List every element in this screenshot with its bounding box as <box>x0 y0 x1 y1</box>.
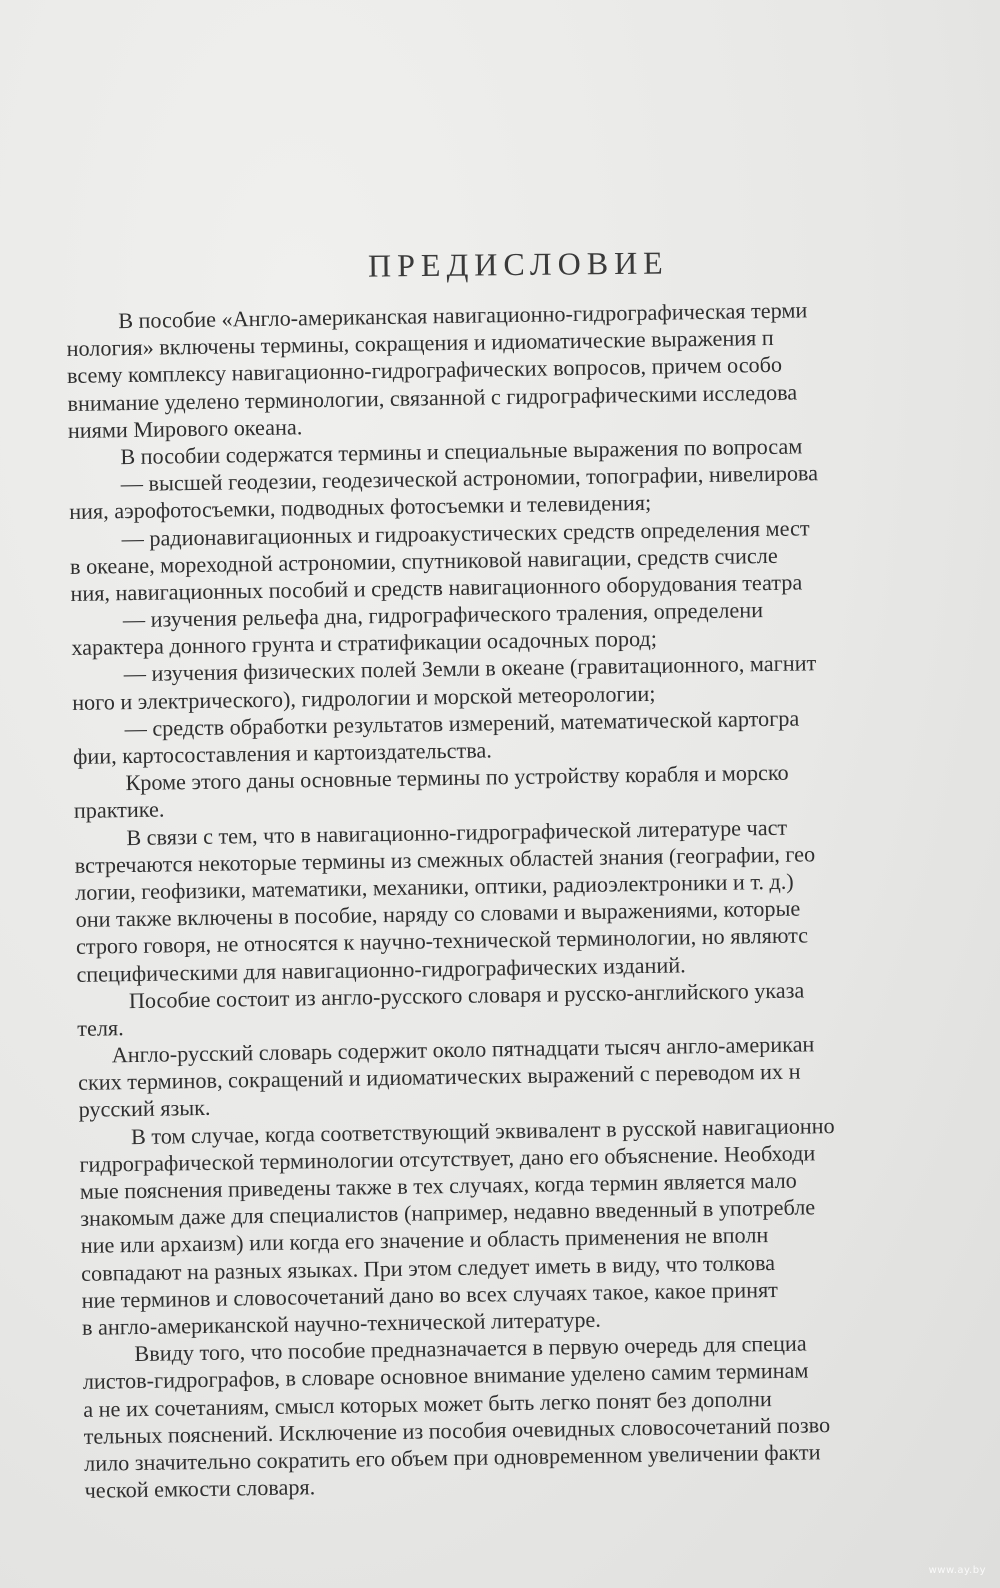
text-line: В пособие «Англо-американская навигационно-гидрографическая терми <box>118 297 808 334</box>
text-line: встречаются некоторые термины из смежных областей знания (географии, гео <box>74 841 816 878</box>
text-line: мые пояснения приведены также в тех случаях, когда термин является мало <box>79 1167 797 1204</box>
text-line: характера донного грунта и стратификации осадочных пород; <box>71 626 658 661</box>
text-line: — средств обработки результатов измерений, математической картогра <box>124 705 800 741</box>
text-line: в океане, мореходной астрономии, спутниковой навигации, средств счисле <box>69 542 778 579</box>
text-line: ниями Мирового океана. <box>67 414 303 443</box>
text-line: логии, геофизики, математики, механики, оптики, радиоэлектроники и т. д.) <box>74 868 794 905</box>
text-line: листов-гидрографов, в словаре основное внимание уделено самим терминам <box>82 1357 809 1395</box>
text-line: они также включены в пособие, наряду со словами и выражениями, которые <box>75 895 801 933</box>
text-line: ного и электрического), гидрологии и морской метеорологии; <box>71 680 656 715</box>
preface-body <box>66 292 1000 1504</box>
text-line: русский язык. <box>78 1095 211 1123</box>
page-title: ПРЕДИСЛОВИЕ <box>367 244 669 284</box>
watermark: www.ay.by <box>928 1565 986 1576</box>
text-line: фии, картосоставления и картоиздательства. <box>72 737 492 769</box>
text-line: лило значительно сократить его объем при одновременном увеличении факти <box>83 1439 821 1476</box>
text-line: ческой емкости словаря. <box>84 1474 316 1503</box>
text-line: строго говоря, не относятся к научно-технической терминологии, но являютс <box>75 922 809 960</box>
text-line: тельных пояснений. Исключение из пособия очевидных словосочетаний позво <box>83 1411 831 1449</box>
text-line: В пособии содержатся термины и специальные выражения по вопросам <box>120 433 803 470</box>
text-line: специфическими для навигационно-гидрографических изданий. <box>76 951 686 987</box>
text-line: нология» включены термины, сокращения и идиоматические выражения п <box>66 325 774 362</box>
text-line: внимание уделено терминологии, связанной с гидрографическими исследова <box>67 379 798 416</box>
text-line: всему комплексу навигационно-гидрографических вопросов, причем особо <box>66 352 783 389</box>
text-line: Пособие состоит из англо-русского словаря и русско-английского указа <box>128 977 805 1013</box>
text-line: теля. <box>77 1015 124 1041</box>
text-line: Ввиду того, что пособие предназначается в первую очередь для специа <box>134 1330 807 1367</box>
text-line: — изучения рельефа дна, гидрографического траления, определени <box>122 597 764 633</box>
text-line: знакомым даже для специалистов (например, недавно введенный в употребле <box>80 1194 816 1232</box>
text-line: — высшей геодезии, геодезической астрономии, топографии, нивелирова <box>120 460 819 497</box>
text-line: совпадают на разных языках. При этом следует иметь в виду, что толкова <box>80 1249 776 1286</box>
text-line: — радионавигационных и гидроакустических средств определения мест <box>121 514 810 551</box>
text-line: ние терминов и словосочетаний дано во всех случаях такое, какое принят <box>81 1276 779 1313</box>
text-line: В связи с тем, что в навигационно-гидрографической литературе част <box>126 814 788 850</box>
text-line: в англо-американской научно-технической литературе. <box>81 1306 602 1340</box>
text-line: ских терминов, сокращений и идиоматических выражений с переводом их н <box>77 1058 801 1096</box>
text-line: В том случае, когда соответствующий эквивалент в русской навигационно <box>130 1112 835 1149</box>
text-line: ния, навигационных пособий и средств навигационного оборудования театра <box>70 569 803 606</box>
text-line: Англо-русский словарь содержит около пятнадцати тысяч англо-американ <box>111 1031 815 1068</box>
text-line: — изучения физических полей Земли в океане (гравитационного, магнит <box>123 650 817 687</box>
text-line: практике. <box>73 796 165 824</box>
text-line: а не их сочетаниям, смысл которых может быть легко понят без дополни <box>83 1385 772 1422</box>
text-line: Кроме этого даны основные термины по устройству корабля и морско <box>125 759 789 796</box>
text-line: гидрографической терминологии отсутствует, дано его объяснение. Необходи <box>79 1140 816 1177</box>
text-line: ния, аэрофотосъемки, подводных фотосъемки и телевидения; <box>69 490 652 525</box>
text-line: ние или архаизм) или когда его значение и область применения не вполн <box>80 1222 769 1259</box>
